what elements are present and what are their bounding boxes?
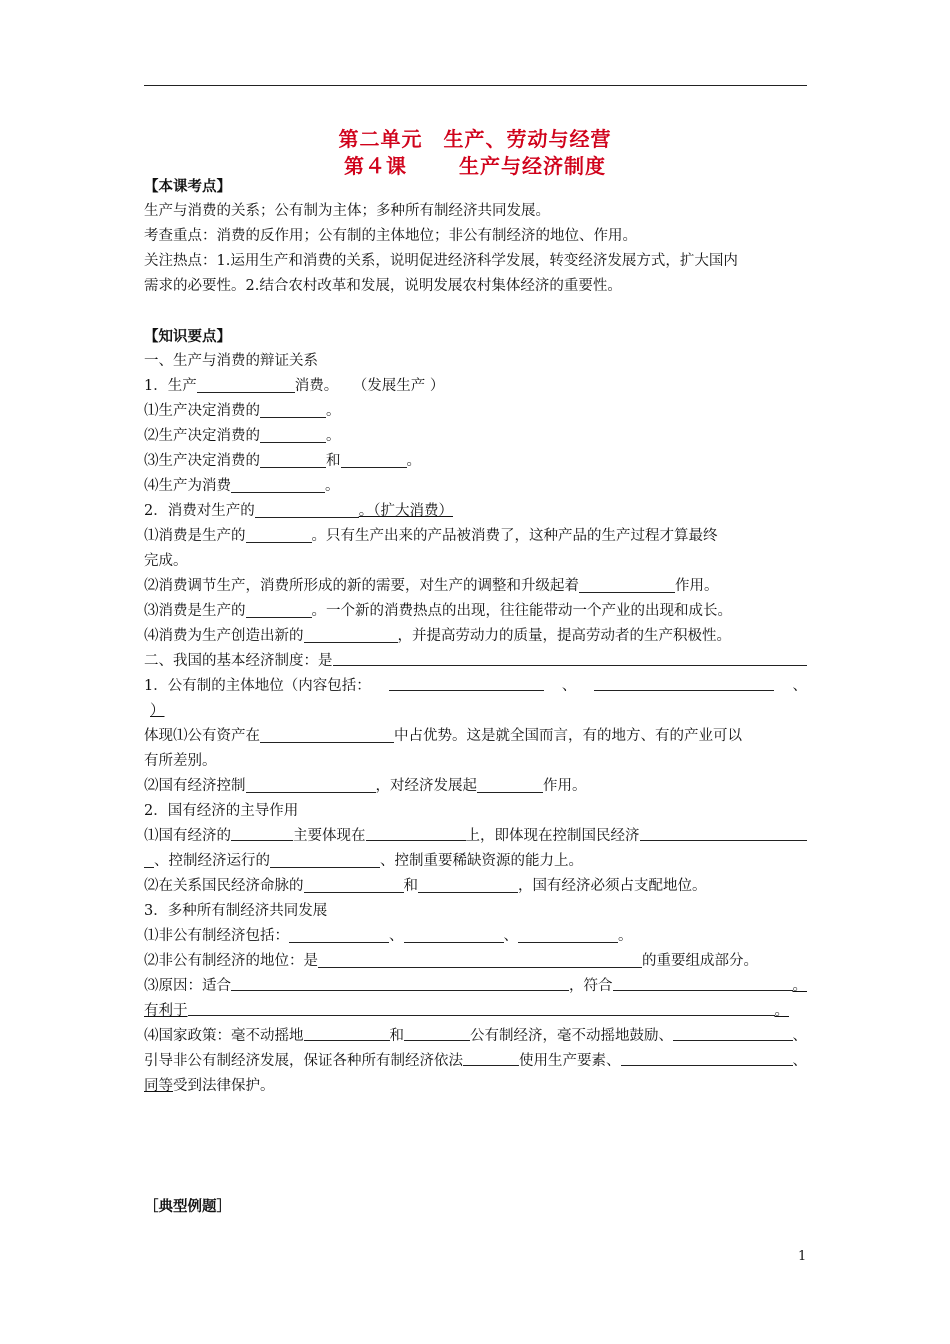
fill-blank[interactable] [255,501,359,518]
text-line: 生产与消费的关系；公有制为主体；多种所有制经济共同发展。 [144,203,550,219]
section-heading-kaodian: 【本课考点】 [144,178,231,195]
fill-blank[interactable] [197,376,295,393]
fill-blank[interactable] [594,674,774,691]
text-line: 需求的必要性。2.结合农村改革和发展，说明发展农村集体经济的重要性。 [144,278,622,294]
examples-section [144,1194,807,1219]
fill-blank[interactable] [260,401,326,418]
text-line: 1．公有制的主体地位（内容包括： 、 、 [144,674,807,699]
text-line: ⑶生产决定消费的 和 。 [144,453,421,469]
fill-blank[interactable] [366,824,466,841]
text-line: ⑴国有经济的 主要体现在 上，即体现在控制国民经济 [144,824,807,849]
fill-blank[interactable] [304,876,404,893]
text-line: 引导非公有制经济发展，保证各种所有制经济依法 使用生产要素、 、 [144,1049,807,1074]
text-line: ） [150,703,165,719]
text-line: 考查重点：消费的反作用；公有制的主体地位；非公有制经济的地位、作用。 [144,228,637,244]
text-line: ⑷生产为消费 。 [144,478,340,494]
fill-blank[interactable] [341,451,407,468]
text-line: 有利于 。 [144,999,789,1024]
fill-blank[interactable] [304,626,398,643]
fill-blank[interactable] [404,1024,470,1041]
text-line: ⑶消费是生产的 。一个新的消费热点的出现，往往能带动一个产业的出现和成长。 [144,603,732,619]
text-line: ⑵国有经济控制 ，对经济发展起 作用。 [144,778,587,794]
lesson-name: 生产与经济制度 [459,154,606,178]
text-line: ⑵生产决定消费的 。 [144,428,341,444]
fill-blank[interactable] [477,776,543,793]
section-heading-zhishi: 【知识要点】 [144,328,231,345]
fill-blank[interactable] [389,674,544,691]
text-line: 2．国有经济的主导作用 [144,803,299,819]
fill-blank[interactable] [260,426,326,443]
text-line: ⑷国家政策：毫不动摇地 和 公有制经济，毫不动摇地鼓励、 、 [144,1024,807,1049]
fill-blank[interactable] [463,1049,519,1066]
fill-blank[interactable] [144,851,154,868]
fill-blank[interactable] [673,1024,793,1041]
fill-blank[interactable] [613,974,793,991]
fill-blank[interactable] [621,1049,793,1066]
unit-title: 第二单元 生产、劳动与经营 [338,127,612,151]
text-line: ⑴生产决定消费的 。 [144,403,341,419]
fill-blank[interactable] [246,776,376,793]
text-line: ⑵非公有制经济的地位：是 的重要组成部分。 [144,953,758,969]
fill-blank[interactable] [260,726,394,743]
fill-blank[interactable] [333,649,808,666]
fill-blank[interactable] [260,451,326,468]
section-heading-liti: ［典型例题］ [144,1198,231,1215]
fill-blank[interactable] [231,974,569,991]
fill-blank[interactable] [404,926,504,943]
lesson-number: 第４课 [344,154,407,178]
text-line: 3．多种所有制经济共同发展 [144,903,328,919]
fill-blank[interactable] [304,1024,390,1041]
text-line: 关注热点：1.运用生产和消费的关系，说明促进经济科学发展，转变经济发展方式，扩大国内 [144,253,738,269]
fill-blank[interactable] [579,576,675,593]
text-line: ⑶原因：适合 ，符合 。 [144,974,807,999]
text-line: 1．生产 消费。 （发展生产 ） [144,378,445,394]
fill-blank[interactable] [418,876,518,893]
fill-blank[interactable] [270,851,380,868]
subheading: 二、我国的基本经济制度：是 [144,649,807,674]
text-line: 有所差别。 [144,753,217,769]
fill-blank[interactable] [289,926,389,943]
text-line: 体现⑴公有资产在 中占优势。这是就全国而言，有的地方、有的产业可以 [144,728,742,744]
text-line: 、控制经济运行的 、控制重要稀缺资源的能力上。 [144,849,807,874]
text-line: ⑴非公有制经济包括： 、 、 。 [144,928,633,944]
worksheet-body [144,174,807,1099]
text-line: ⑴消费是生产的 。只有生产出来的产品被消费了，这种产品的生产过程才算最终 [144,528,718,544]
fill-blank[interactable] [318,951,642,968]
fill-blank[interactable] [231,824,293,841]
header-rule [144,85,807,86]
fill-blank[interactable] [231,476,325,493]
fill-blank[interactable] [188,999,775,1016]
text-line: ⑷消费为生产创造出新的 ，并提高劳动力的质量，提高劳动者的生产积极性。 [144,628,731,644]
subheading: 一、生产与消费的辩证关系 [144,353,318,369]
fill-blank[interactable] [640,824,808,841]
fill-blank[interactable] [518,926,618,943]
text-line: ⑵消费调节生产，消费所形成的新的需要，对生产的调整和升级起着 作用。 [144,578,719,594]
page-number: 1 [798,1249,807,1264]
fill-blank[interactable] [246,601,312,618]
text-line: 同等受到法律保护。 [144,1078,275,1094]
text-line: ⑵在关系国民经济命脉的 和 ，国有经济必须占支配地位。 [144,878,707,894]
text-line: 完成。 [144,553,188,569]
text-line: 2．消费对生产的 。（扩大消费） [144,503,453,519]
fill-blank[interactable] [246,526,312,543]
